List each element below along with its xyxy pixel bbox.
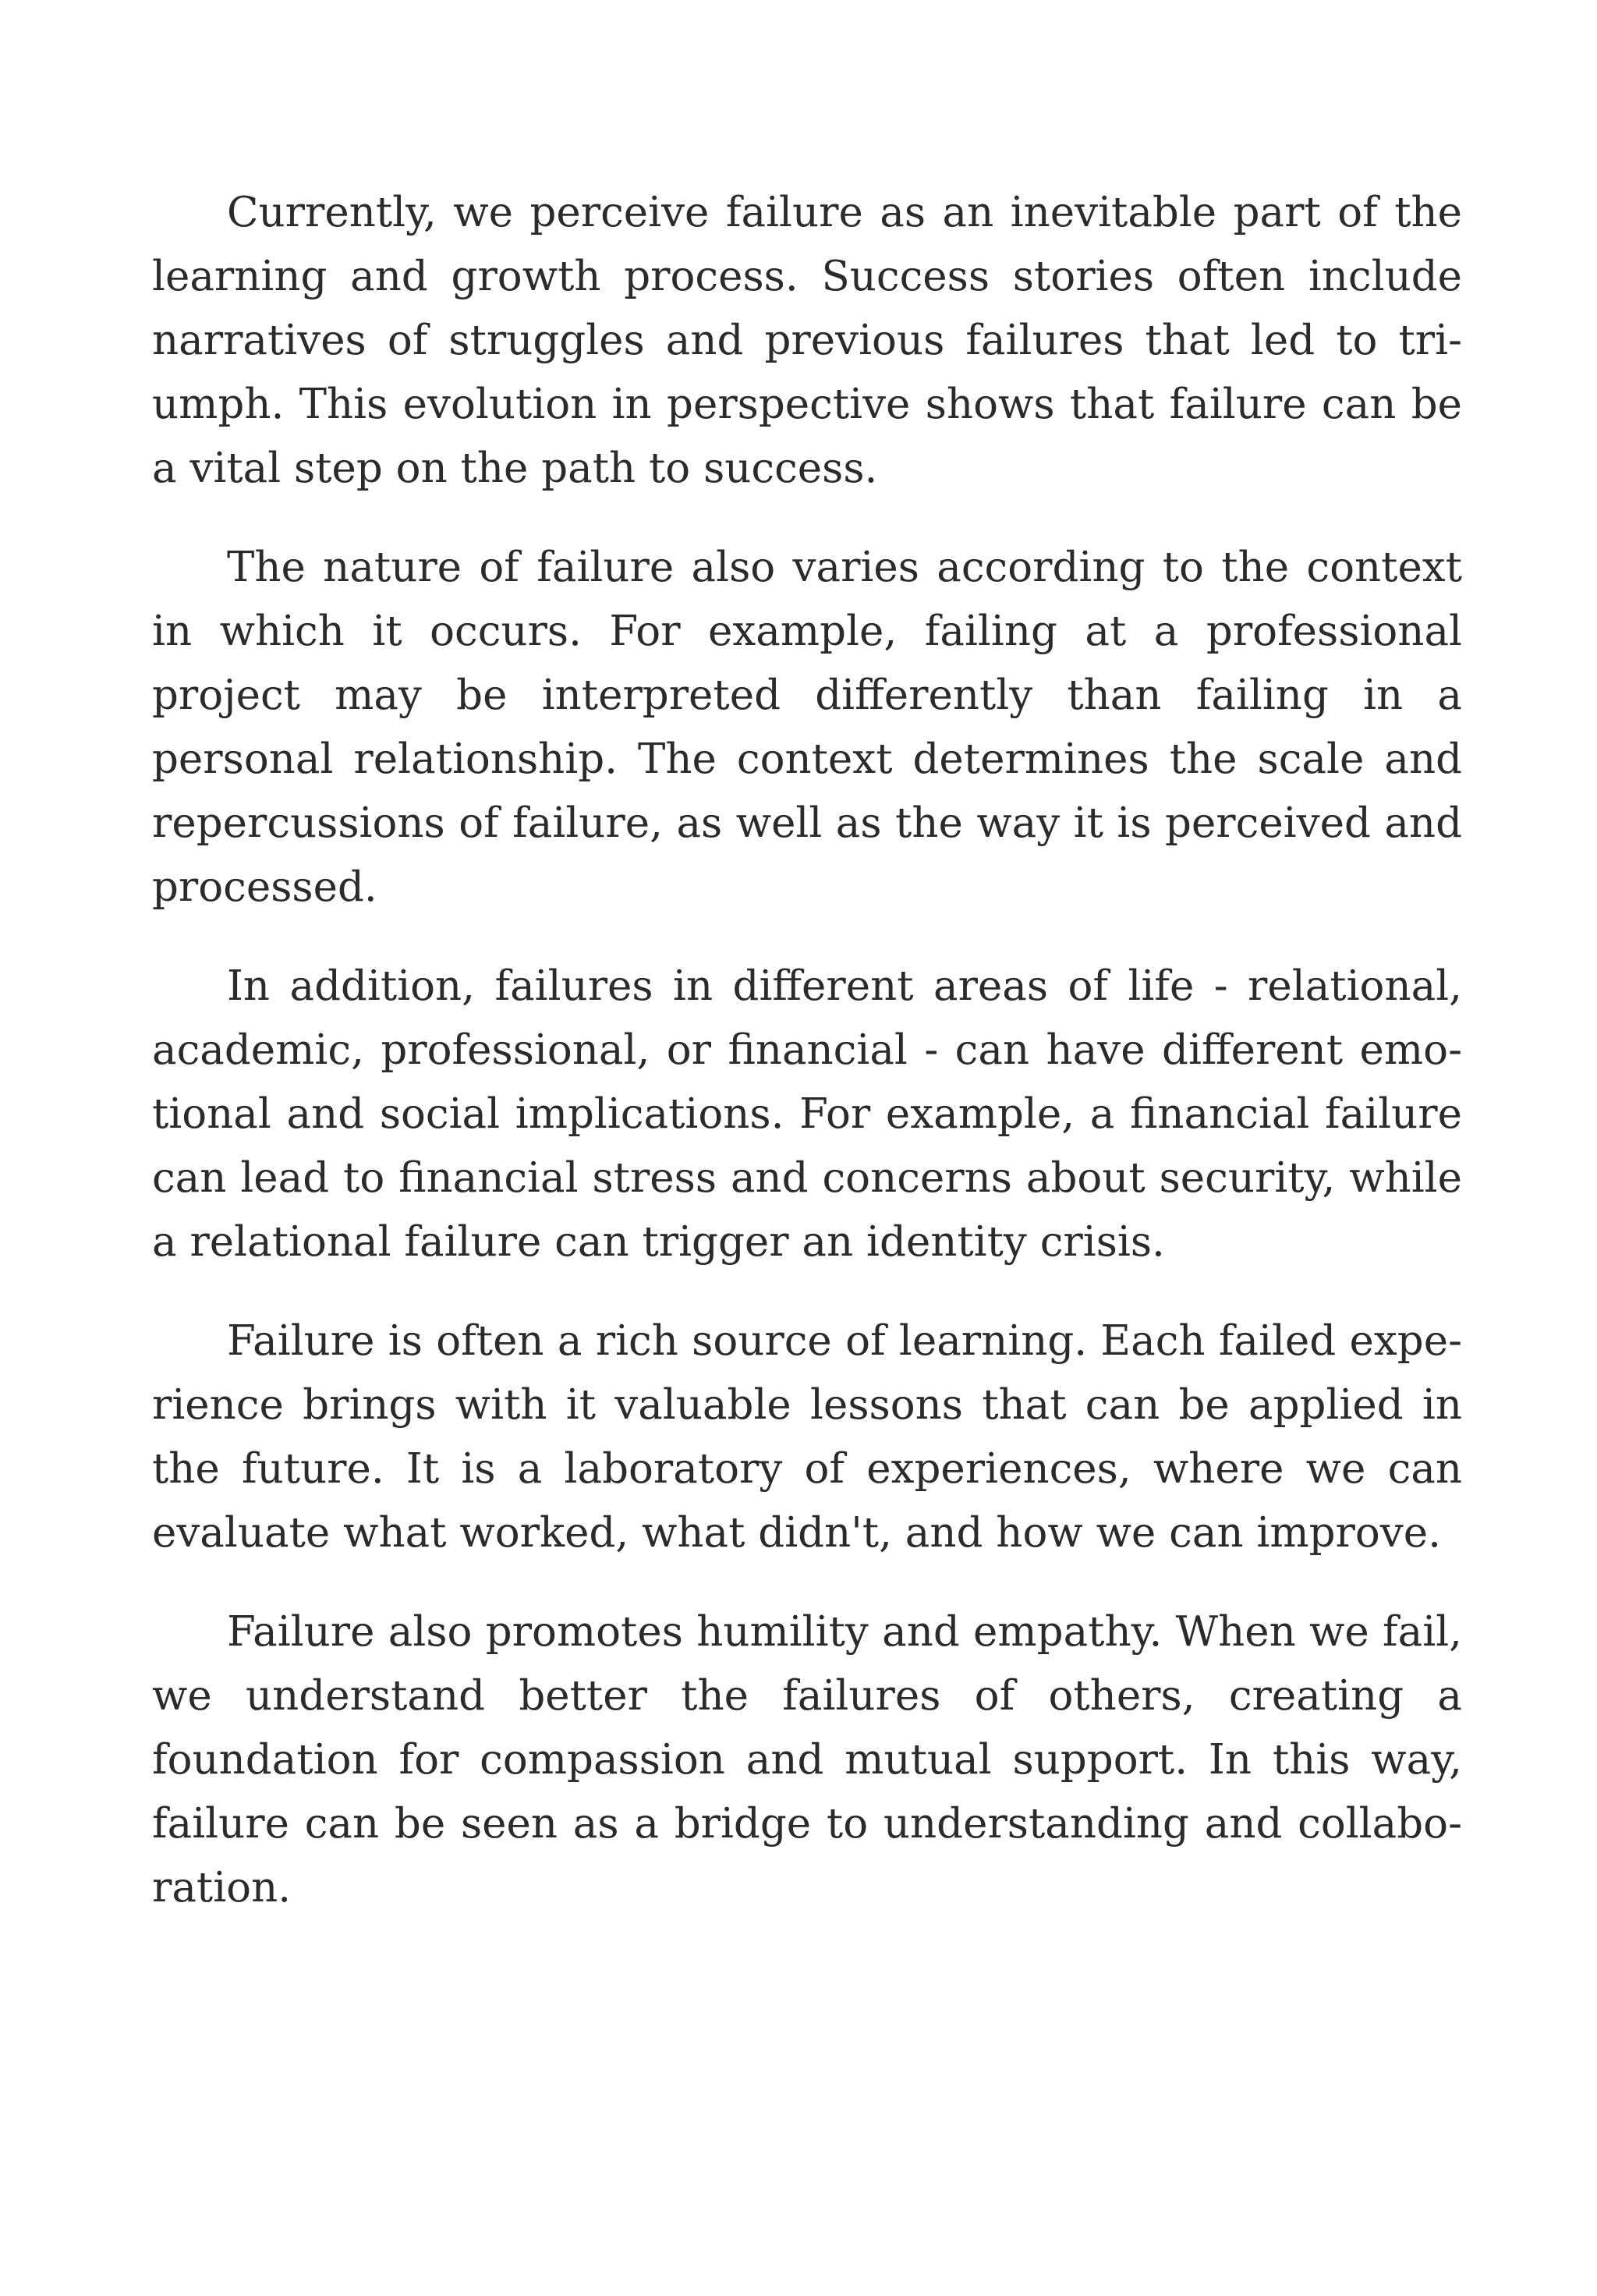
paragraph-5: Failure also promotes humility and empathy. When we fail, we understand better the failures of others, creating a foundation for compassion and mutual support. In this way, failure can be seen as a bridge to understanding and collaboration. xyxy=(152,1608,1462,1912)
paragraph-1: Currently, we perceive failure as an inevitable part of the learning and growth process. Success stories often include narratives of struggles and previous failures that led to triumph. This evolution in perspective shows that failure can be a vital step on the path to success. xyxy=(152,189,1462,492)
paragraph-2: The nature of failure also varies according to the context in which it occurs. For example, failing at a professional project may be interpreted differently than failing in a personal relationship. The context determines the scale and repercussions of failure, as well as the way it is perceived and processed. xyxy=(152,544,1462,911)
paragraph-4: Failure is often a rich source of learning. Each failed experience brings with it valuable lessons that can be applied in the future. It is a laboratory of experiences, where we can evaluate what worked, what didn't, and how we can improve. xyxy=(152,1317,1462,1557)
paragraph-3: In addition, failures in different areas of life - relational, academic, professional, or financial - can have different emotional and social implications. For example, a financial failure can lead to financial stress and concerns about security, while a relational failure can trigger an identity crisis. xyxy=(152,962,1462,1266)
body-text xyxy=(152,181,1462,1955)
